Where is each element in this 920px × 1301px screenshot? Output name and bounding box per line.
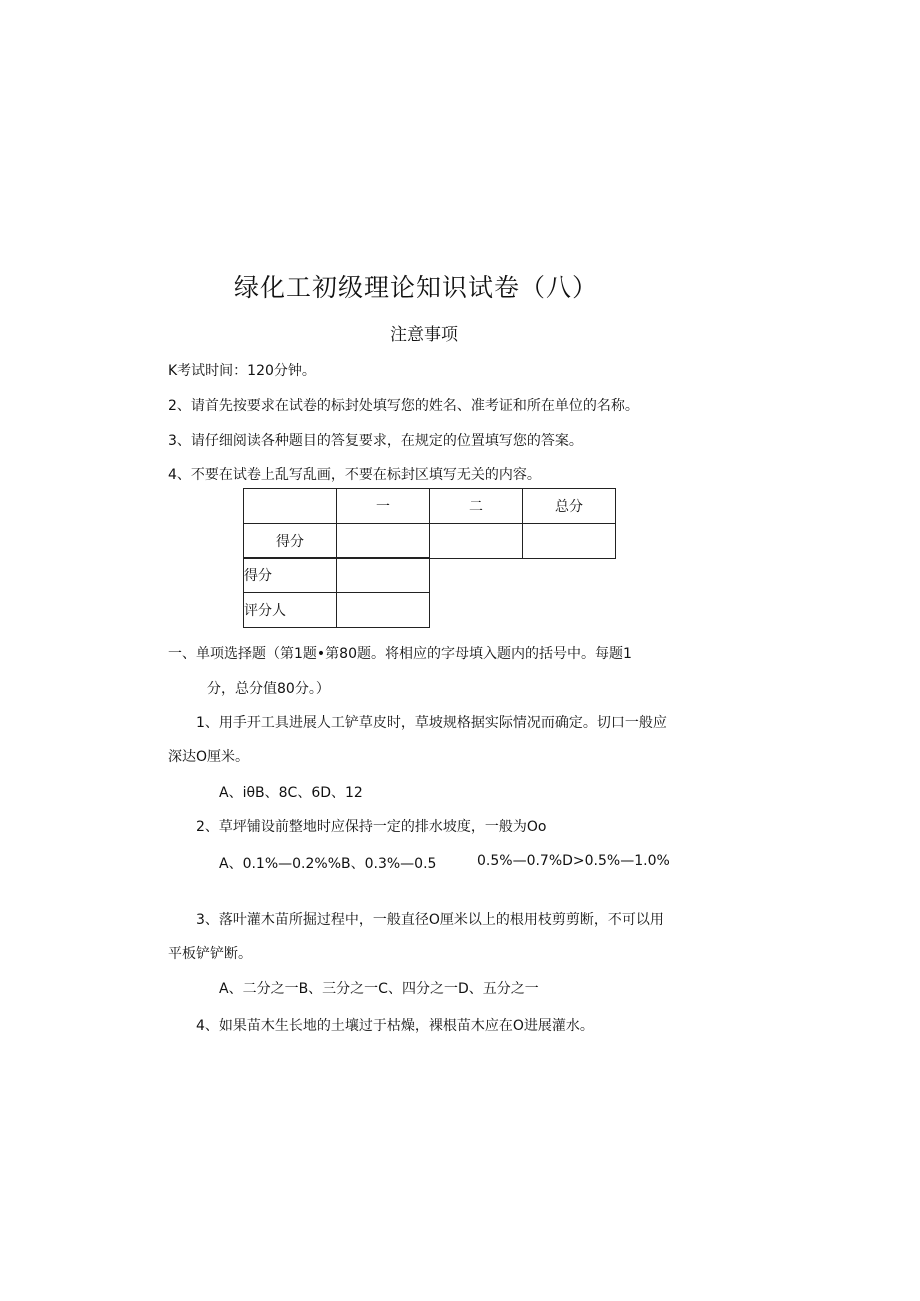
page-title: 绿化工初级理论知识试卷（八） — [234, 273, 599, 302]
notes-heading: 注意事项 — [390, 325, 458, 345]
question-3: 3、落叶灌木苗所掘过程中，一般直径O厘米以上的根用枝剪剪断，不可以用 — [196, 912, 664, 928]
score-table-header-row — [244, 489, 616, 524]
question-2-options-b: 0.5%—0.7%D>0.5%—1.0% — [477, 853, 670, 869]
question-1-cont: 深达O厘米。 — [168, 749, 250, 765]
question-2-options-a: A、0.1%—0.2%%B、0.3%—0.5 — [219, 856, 437, 872]
note-1: K考试时间：120分钟。 — [168, 363, 316, 379]
score-table — [243, 488, 616, 559]
review-label: 评分人 — [244, 593, 337, 628]
question-3-cont: 平板铲铲断。 — [168, 946, 252, 962]
score-header-cell: 总分 — [523, 489, 616, 524]
note-4: 4、不要在试卷上乱写乱画，不要在标封区填写无关的内容。 — [168, 467, 541, 483]
score-cell[interactable] — [430, 524, 523, 559]
score-table-row — [244, 524, 616, 559]
review-label: 得分 — [244, 558, 337, 593]
score-cell[interactable] — [337, 524, 430, 559]
question-1-options: A、iθB、8C、6D、12 — [219, 785, 363, 801]
section-heading: 一、单项选择题（第1题•第80题。将相应的字母填入题内的括号中。每题1 — [168, 646, 632, 662]
section-heading-cont: 分，总分值80分。） — [207, 681, 330, 697]
review-cell[interactable] — [337, 558, 430, 593]
note-3: 3、请仔细阅读各种题目的答复要求，在规定的位置填写您的答案。 — [168, 433, 583, 449]
question-4: 4、如果苗木生长地的土壤过于枯燥，裸根苗木应在O进展灌水。 — [196, 1018, 594, 1034]
score-header-cell — [244, 489, 337, 524]
score-cell[interactable] — [523, 524, 616, 559]
review-table — [243, 557, 430, 628]
note-2: 2、请首先按要求在试卷的标封处填写您的姓名、准考证和所在单位的名称。 — [168, 398, 639, 414]
review-row — [244, 593, 430, 628]
review-row — [244, 558, 430, 593]
question-3-options: A、二分之一B、三分之一C、四分之一D、五分之一 — [219, 981, 539, 997]
score-header-cell: 一 — [337, 489, 430, 524]
review-cell[interactable] — [337, 593, 430, 628]
question-1: 1、用手开工具进展人工铲草皮时，草坡规格据实际情况而确定。切口一般应 — [196, 715, 667, 731]
score-header-cell: 二 — [430, 489, 523, 524]
score-row-label: 得分 — [244, 524, 337, 559]
question-2: 2、草坪铺设前整地时应保持一定的排水坡度，一般为Oo — [196, 819, 547, 835]
